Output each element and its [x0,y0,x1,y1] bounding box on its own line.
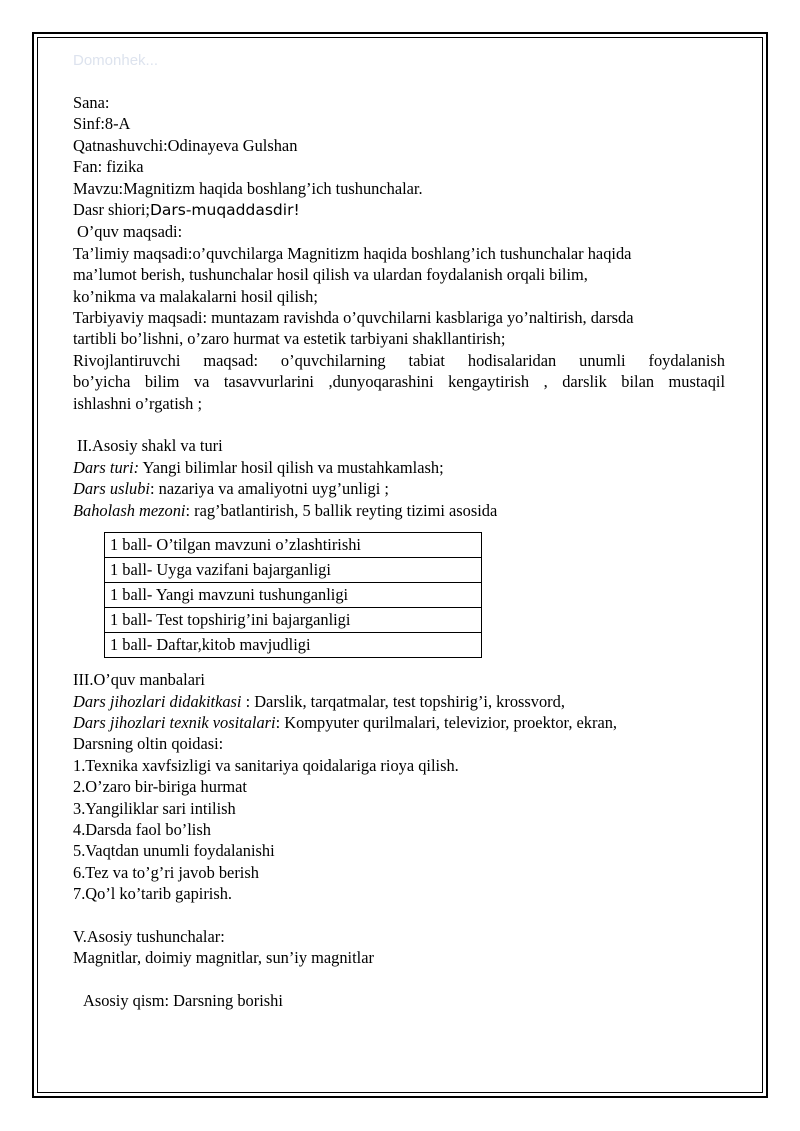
list-item: 1.Texnika xavfsizligi va sanitariya qoidalariga rioya qilish. [73,755,459,775]
date-line: Sana: [73,93,110,112]
resources-title: III.O’quv manbalari [73,670,205,690]
subject-line: Fan: fizika [73,157,144,177]
motto-value: Dars-muqaddasdir! [149,201,300,220]
lesson-method-value: : nazariya va amaliyotni uyg’unligi ; [149,479,389,499]
technical-equipment-label: Dars jihozlari texnik vositalari [73,712,276,732]
lesson-type-label: Dars turi: [73,457,140,477]
table-row [105,533,482,558]
grading-criteria-value: : rag’batlantirish, 5 ballik reyting tizimi asosida [185,500,498,520]
lesson-method-line [73,478,725,499]
form-section-title: II.Asosiy shakl va turi [77,436,223,456]
educational-objective-1: Ta’limiy maqsadi:o’quvchilarga Magnitizm haqida boshlang’ich tushunchalar haqida [73,243,632,263]
didactic-equipment-label: Dars jihozlari didakitkasi [73,691,242,711]
educational-objective-3: ko’nikma va malakalarni hosil qilish; [73,286,318,306]
motto-line [73,199,725,221]
table-row [105,558,482,583]
developmental-objective-1: Rivojlantiruvchi maqsad: o’quvchilarning tabiat hodisalaridan unumli foydalanish [73,350,725,370]
list-item: 7.Qo’l ko’tarib gapirish. [73,884,233,904]
table-cell: 1 ball- Daftar,kitob mavjudligi [105,633,482,658]
list-item: 3.Yangiliklar sari intilish [73,798,236,818]
didactic-equipment-line [73,691,725,712]
lesson-type-line [73,457,725,478]
grading-criteria-label: Baholash mezoni [73,500,186,520]
technical-equipment-value: : Kompyuter qurilmalari, televizior, proektor, ekran, [275,712,618,732]
class-line: Sinf:8-A [73,114,131,134]
objectives-title: O’quv maqsadi: [77,222,183,242]
educational-objective-2: ma’lumot berish, tushunchalar hosil qilish va ulardan foydalanish orqali bilim, [73,265,588,285]
list-item: 6.Tez va to’g’ri javob berish [73,862,259,882]
upbringing-objective-2: tartibli bo’lishni, o’zaro hurmat va estetik tarbiyani shakllantirish; [73,329,506,349]
developmental-objective-3: ishlashni o’rgatish ; [73,393,202,413]
grading-criteria-line [73,500,725,521]
didactic-equipment-value: : Darslik, tarqatmalar, test topshirig’i, krossvord, [241,691,565,711]
technical-equipment-line [73,712,725,733]
list-item: 5.Vaqtdan unumli foydalanishi [73,841,275,861]
table-cell: 1 ball- Uyga vazifani bajarganligi [105,558,482,583]
table-row [105,633,482,658]
participant-line: Qatnashuvchi:Odinayeva Gulshan [73,135,298,155]
main-part-line: Asosiy qism: Darsning borishi [83,991,283,1011]
lesson-method-label: Dars uslubi [73,479,150,499]
table-cell: 1 ball- Yangi mavzuni tushunganligi [105,583,482,608]
list-item: 2.O’zaro bir-biriga hurmat [73,777,247,797]
lesson-type-value: Yangi bilimlar hosil qilish va mustahkamlash; [139,457,444,477]
lesson-plan-document [73,48,725,1012]
table-cell: 1 ball- O’tilgan mavzuni o’zlashtirishi [105,533,482,558]
motto-label: Dasr shiori; [73,200,150,220]
upbringing-objective-1: Tarbiyaviy maqsadi: muntazam ravishda o’quvchilarni kasblariga yo’naltirish, darsda [73,308,634,328]
table-row [105,583,482,608]
key-concepts-title: V.Asosiy tushunchalar: [73,926,225,946]
grading-table [104,532,482,658]
table-cell: 1 ball- Test topshirig’ini bajarganligi [105,608,482,633]
topic-line: Mavzu:Magnitizm haqida boshlang’ich tushunchalar. [73,178,423,198]
developmental-objective-2: bo’yicha bilim va tasavvurlarini ,dunyoqarashini kengaytirish , darslik bilan mustaqil [73,372,725,392]
list-item: 4.Darsda faol bo’lish [73,819,211,839]
golden-rules-title: Darsning oltin qoidasi: [73,734,224,754]
table-row [105,608,482,633]
key-concepts-value: Magnitlar, doimiy magnitlar, sun’iy magnitlar [73,948,374,968]
watermark: Domonhek... [73,52,159,69]
